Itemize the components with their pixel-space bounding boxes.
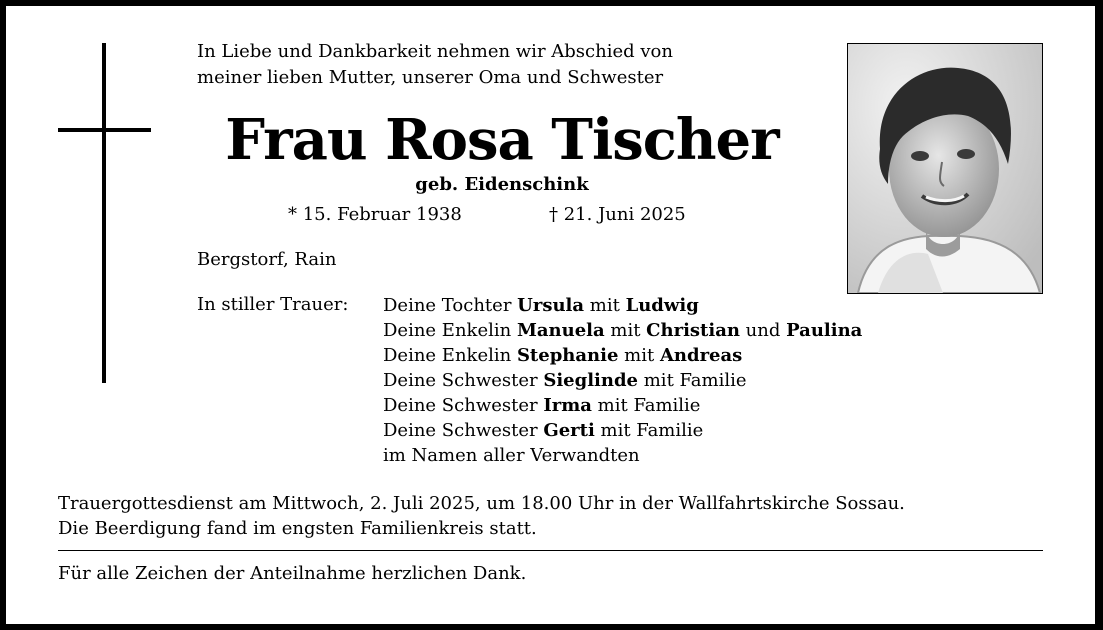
- mourner-text: mit: [584, 295, 626, 316]
- mourner-text: im Namen aller Verwandten: [383, 445, 640, 466]
- thanks-text: Für alle Zeichen der Anteilnahme herzlichen Dank.: [58, 563, 527, 584]
- mourner-line: [383, 393, 862, 418]
- portrait-photo-graphic: [848, 44, 1042, 293]
- mourner-text: mit Familie: [638, 370, 747, 391]
- mourning-label: In stiller Trauer:: [197, 294, 349, 315]
- mourner-name: Andreas: [659, 345, 743, 366]
- mourner-line: [383, 418, 862, 443]
- mourner-line: [383, 293, 862, 318]
- mourner-text: mit Familie: [594, 420, 704, 441]
- service-info: [58, 491, 905, 541]
- mourner-line: [383, 343, 862, 368]
- mourner-name: Manuela: [516, 320, 605, 341]
- service-line-2: Die Beerdigung fand im engsten Familienkreis statt.: [58, 518, 537, 539]
- cross-icon-bar: [58, 128, 151, 132]
- residence: Bergstorf, Rain: [197, 249, 337, 270]
- mourner-name: Stephanie: [516, 345, 619, 366]
- mourner-text: mit: [618, 345, 660, 366]
- mourner-text: Deine Tochter: [383, 295, 518, 316]
- mourner-name: Sieglinde: [543, 370, 639, 391]
- mourner-text: Deine Schwester: [383, 370, 544, 391]
- death-date: † 21. Juni 2025: [549, 204, 686, 225]
- mourner-name: Gerti: [543, 420, 595, 441]
- mourner-text: Deine Schwester: [383, 420, 544, 441]
- mourner-text: Deine Enkelin: [383, 320, 517, 341]
- divider: [58, 550, 1043, 551]
- mourner-text: Deine Schwester: [383, 395, 544, 416]
- mourner-name: Ludwig: [625, 295, 699, 316]
- mourner-line: [383, 318, 862, 343]
- mourner-text: Deine Enkelin: [383, 345, 517, 366]
- mourner-line: [383, 368, 862, 393]
- intro-line-2: meiner lieben Mutter, unserer Oma und Schwester: [197, 67, 664, 88]
- mourner-name: Paulina: [786, 320, 863, 341]
- service-line-1: Trauergottesdienst am Mittwoch, 2. Juli 2025, um 18.00 Uhr in der Wallfahrtskirche Sossau.: [58, 493, 905, 514]
- mourner-name: Irma: [543, 395, 592, 416]
- mourner-text: mit: [604, 320, 647, 341]
- obituary-notice: [6, 6, 1095, 624]
- deceased-name: Frau Rosa Tischer: [225, 107, 779, 173]
- mourner-name: Christian: [646, 320, 740, 341]
- mourner-line: [383, 443, 862, 468]
- mourners-list: [383, 293, 862, 468]
- portrait-photo: [847, 43, 1043, 294]
- cross-icon: [102, 43, 106, 383]
- mourner-name: Ursula: [517, 295, 585, 316]
- maiden-name: geb. Eidenschink: [415, 174, 589, 195]
- birth-date: * 15. Februar 1938: [288, 204, 462, 225]
- mourner-text: mit Familie: [591, 395, 701, 416]
- intro-line-1: In Liebe und Dankbarkeit nehmen wir Abschied von: [197, 41, 673, 62]
- intro-text: [197, 39, 795, 91]
- mourner-text: und: [739, 320, 787, 341]
